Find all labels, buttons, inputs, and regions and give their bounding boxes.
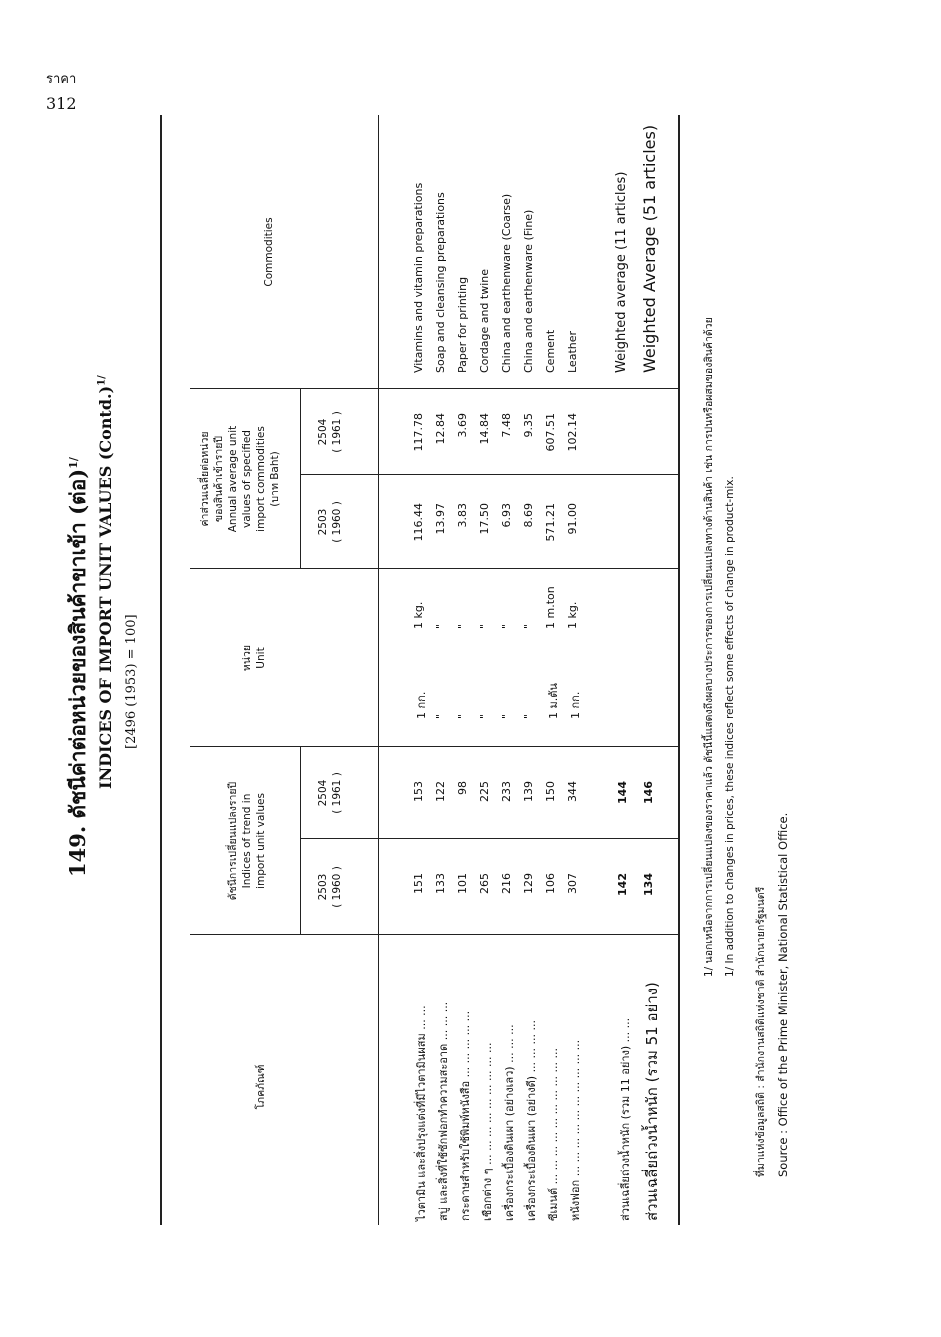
avg-index-1960: 134 (642, 873, 655, 896)
row-th-label: หนังฟอก ... ... ... ... ... ... ... ... ... ... (569, 1039, 582, 1221)
row-index-1960: 106 (544, 873, 557, 894)
row-en-label: Cement (544, 329, 557, 373)
avg-index-1961: 144 (616, 781, 629, 804)
header-rule (378, 115, 379, 1225)
header-annual-average: ค่าส่วนเฉลี่ยต่อหน่วย ของสินค้าเข้ารายปี Annual average unit values of specified import commodities (บาท Baht) (199, 425, 281, 533)
row-th-label: ซีเมนต์ ... ... ... ... ... ... ... ... ... ... (547, 1047, 560, 1221)
row-unit-th: 1 ม.ตัน (547, 683, 560, 719)
indices-year-divider (300, 838, 678, 839)
row-index-1960: 101 (456, 873, 469, 894)
table-number: 149. (65, 825, 90, 877)
row-unit-th: 1 กก. (569, 691, 582, 719)
row-unit-th: " (434, 713, 447, 719)
row-unit-th: 1 กก. (415, 691, 428, 719)
row-index-1960: 216 (500, 873, 513, 894)
row-index-1961: 122 (434, 781, 447, 802)
source-en: Source : Office of the Prime Minister, National Statistical Office. (776, 812, 790, 1177)
row-en-label: Cordage and twine (478, 268, 491, 373)
header-unit: หน่วย Unit (241, 644, 267, 672)
page-number: 312 (46, 94, 77, 113)
row-index-1960: 265 (478, 873, 491, 894)
row-avg-1960: 91.00 (566, 503, 579, 535)
row-en-label: Vitamins and vitamin preparations (412, 182, 425, 373)
table-bottom-rule (678, 115, 680, 1225)
row-avg-1960: 6.93 (500, 503, 513, 528)
row-unit-en: 1 kg. (566, 601, 579, 629)
row-unit-th: " (500, 713, 513, 719)
row-th-label: เชือกต่าง ๆ ... ... ... ... ... ... ... ... ... (481, 1042, 494, 1221)
header-commodity-th: โภคภัณฑ์ (255, 1064, 267, 1110)
row-index-1961: 153 (412, 781, 425, 802)
header-avg-1961: 2504 ( 1961 ) (317, 411, 343, 453)
row-en-label: Paper for printing (456, 276, 469, 373)
row-en-label: Leather (566, 330, 579, 373)
row-index-1961: 233 (500, 781, 513, 802)
table-top-rule (160, 115, 162, 1225)
row-unit-th: " (456, 713, 469, 719)
row-avg-1961: 102.14 (566, 413, 579, 452)
header-indices-1960: 2503 ( 1960 ) (317, 866, 343, 908)
row-index-1961: 150 (544, 781, 557, 802)
avg-en-label: Weighted average (11 articles) (614, 171, 629, 373)
row-en-label: China and earthenware (Fine) (522, 209, 535, 373)
row-index-1960: 129 (522, 873, 535, 894)
row-unit-en: " (434, 623, 447, 629)
row-index-1961: 344 (566, 781, 579, 802)
row-avg-1961: 607.51 (544, 413, 557, 452)
row-en-label: China and earthenware (Coarse) (500, 193, 513, 373)
base-period: [2496 (1953) = 100] (124, 614, 139, 749)
row-unit-en: " (500, 623, 513, 629)
row-index-1961: 225 (478, 781, 491, 802)
row-avg-1960: 3.83 (456, 503, 469, 528)
row-avg-1961: 9.35 (522, 413, 535, 438)
row-th-label: ไวตามิน และสิ่งปรุงแต่งที่มีไวตามินผสม ... ... (415, 1005, 428, 1221)
row-index-1961: 139 (522, 781, 535, 802)
row-index-1960: 307 (566, 873, 579, 894)
row-avg-1961: 7.48 (500, 413, 513, 438)
row-index-1961: 98 (456, 781, 469, 795)
table-title-en: INDICES OF IMPORT UNIT VALUES (Contd.)$^{1/}$ (96, 375, 115, 789)
indices-subrule (300, 747, 301, 935)
avg-th-label: ส่วนเฉลี่ยถ่วงน้ำหนัก (รวม 11 อย่าง) ... ... (619, 1017, 632, 1221)
source-th: ที่มาแห่งข้อมูลสถิติ : สำนักงานสถิติแห่งชาติ สำนักนายกรัฐมนตรี (755, 886, 767, 1177)
header-indices-1961: 2504 ( 1961 ) (317, 772, 343, 814)
row-avg-1961: 3.69 (456, 413, 469, 438)
row-th-label: สบู่ และสิ่งที่ใช้ซักฟอกทำความสะอาด ... ... ... (437, 1001, 450, 1221)
row-avg-1961: 117.78 (412, 413, 425, 452)
row-avg-1961: 14.84 (478, 413, 491, 445)
header-indices: ดัชนีการเปลี่ยนแปลงรายปี Indices of trend in import unit values (227, 781, 267, 901)
avg-th-label: ส่วนเฉลี่ยถ่วงน้ำหนัก (รวม 51 อย่าง) (643, 982, 661, 1221)
footnote-th: 1/ นอกเหนือจากการเปลี่ยนแปลงของราคาแล้ว ดัชนีนี้แสดงถึงผลบางประการของการเปลี่ยนแปลงทางด้านสินค้า เช่น การปนหรือผสมของสินค้าด้วย (703, 317, 715, 977)
row-unit-th: " (522, 713, 535, 719)
row-en-label: Soap and cleansing preparations (434, 192, 447, 373)
avg-year-divider (300, 474, 678, 475)
row-th-label: กระดาษสำหรับใช้พิมพ์หนังสือ ... ... ... ... ... (459, 1010, 472, 1221)
header-commodities-en: Commodities (263, 217, 275, 287)
footnote-en: 1/ In addition to changes in prices, these indices reflect some effects of change in product-mix. (724, 476, 736, 977)
row-avg-1960: 571.21 (544, 503, 557, 542)
row-index-1960: 151 (412, 873, 425, 894)
avg-index-1960: 142 (616, 873, 629, 896)
row-avg-1960: 13.97 (434, 503, 447, 535)
row-avg-1961: 12.84 (434, 413, 447, 445)
row-avg-1960: 116.44 (412, 503, 425, 542)
row-unit-en: " (478, 623, 491, 629)
page-mark: ราคา (46, 72, 77, 87)
table-title-th: 149. ดัชนีค่าต่อหน่วยของสินค้าขาเข้า (ต่อ)$^{1/}$ (65, 457, 90, 877)
avg-en-label: Weighted Average (51 articles) (640, 124, 659, 373)
row-index-1960: 133 (434, 873, 447, 894)
row-avg-1960: 17.50 (478, 503, 491, 535)
avg-subrule (300, 389, 301, 569)
row-unit-en: " (522, 623, 535, 629)
row-th-label: เครื่องกระเบื้องดินเผา (อย่างดี) ... ... ... ... (525, 1019, 538, 1221)
header-avg-1960: 2503 ( 1960 ) (317, 501, 343, 543)
row-unit-en: 1 kg. (412, 601, 425, 629)
row-unit-en: 1 m.ton (544, 586, 557, 629)
avg-index-1961: 146 (642, 781, 655, 804)
row-unit-th: " (478, 713, 491, 719)
row-avg-1960: 8.69 (522, 503, 535, 528)
row-unit-en: " (456, 623, 469, 629)
row-th-label: เครื่องกระเบื้องดินเผา (อย่างเลว) ... ... ... (503, 1024, 516, 1221)
